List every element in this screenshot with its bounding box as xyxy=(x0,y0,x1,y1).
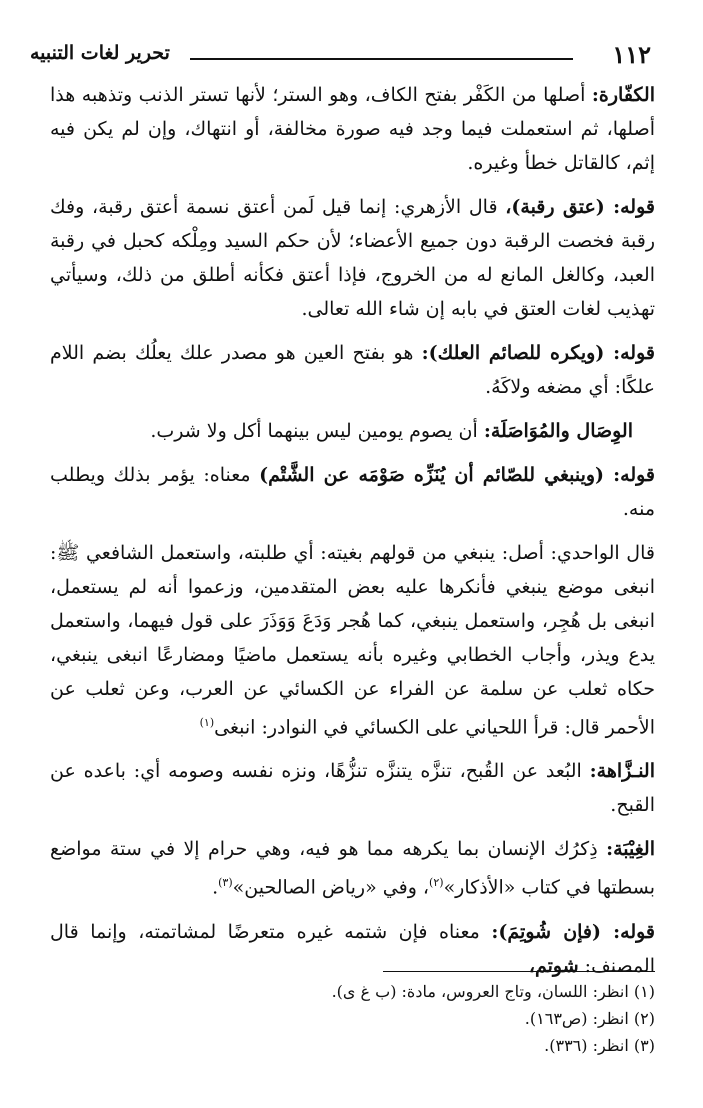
footnote-marker: (٣) xyxy=(218,876,233,890)
paragraph-text: البُعد عن القُبح، تنزَّه يتنزَّه تنزُّهًا، ونزه نفسه وصومه أي: باعده عن القبح. xyxy=(50,760,655,817)
footnote-marker: (١) xyxy=(199,716,215,729)
paragraph xyxy=(50,78,655,180)
paragraph xyxy=(50,190,655,326)
paragraph-term: قوله: (فإن شُوتِمَ): xyxy=(491,920,656,943)
paragraph-text: معناه فإن شتمه غيره متعرضًا لمشاتمته، وإنما قال المصنف: xyxy=(50,920,655,977)
paragraph-term: قوله: (ويكره للصائم العلك): xyxy=(421,342,655,364)
paragraph-term: قوله: (وينبغي للصّائم أن يُنَزِّه صَوْمَه عن الشَّتْم) xyxy=(259,464,656,486)
paragraph-term: النـزَّاهة: xyxy=(589,760,655,783)
paragraph-term: قوله: (عتق رقبة)، xyxy=(505,196,655,218)
paragraph-text: قال الواحدي: أصل: ينبغي من قولهم بغيته: أي طلبته، واستعمل الشافعي ﷺ: انبغى موضع ينبغي فأنكرها عليه بعض المتقدمين، وزعموا أنه لم يستعمل، انبغى بل هُجِر، واستعمل ينبغي، كما هُجر وَدَعَ وَوَذَرَ على قول فيهما، واستعمل يدع ويذر، وأجاب الخطابي وغيره بأنه يستعمل ماضيًا ومضارعًا انبغى ينبغي، حكاه ثعلب عن سلمة عن الفراء عن الكسائي عن العرب، وعن ثعلب عن الأحمر قال: قرأ اللحياني على الكسائي في النوادر: انبغى xyxy=(50,542,655,739)
paragraph-text: ذِكرُك الإنسان بما يكرهه مما هو فيه، وهي حرام إلا في ستة مواضع بسطتها في كتاب «الأذكار» xyxy=(50,838,655,899)
page-body xyxy=(50,78,655,993)
paragraph xyxy=(50,754,655,822)
footnote-separator xyxy=(383,971,655,972)
paragraph xyxy=(50,832,655,904)
paragraph xyxy=(50,336,655,404)
footnote: (٢) انظر: (ص١٦٣). xyxy=(524,1009,655,1028)
footnote-marker: (٢) xyxy=(429,876,444,890)
paragraph-text: هو بفتح العين هو مصدر علك يعلُك بضم اللام علكًا: أي مضغه ولاكَهُ. xyxy=(50,342,655,398)
header-rule xyxy=(190,58,573,60)
page-header xyxy=(30,40,651,70)
footnotes xyxy=(50,978,655,1059)
footnote: (١) انظر: اللسان، وتاج العروس، مادة: (ب غ ى). xyxy=(331,982,655,1001)
paragraph-term: الغِيْبَة: xyxy=(606,838,655,861)
paragraph-text: معناه: يؤمر بذلك ويطلب منه. xyxy=(50,464,655,520)
paragraph-term: شوتم، xyxy=(528,954,579,977)
paragraph-term: الكفّارة: xyxy=(591,84,655,106)
paragraph-text: قال الأزهري: إنما قيل لَمن أعتق نسمة أعتق رقبة، وفك رقبة فخصت الرقبة دون جميع الأعضاء؛ لأن حكم السيد ومِلْكه كحبل في رقبة العبد، وكالغل المانع له من الخروج، فإذا أعتق فكأنه أطلق من ذلك، وسيأتي تهذيب لغات العتق في بابه إن شاء الله تعالى. xyxy=(50,196,655,320)
paragraph-text: أصلها من الكَفْر بفتح الكاف، وهو الستر؛ لأنها تستر الذنب وتذهبه هذا أصلها، ثم استعملت فيما وجد فيه صورة مخالفة، أو انتهاك، وإن لم يكن فيه إثم، كالقاتل خطأ وغيره. xyxy=(50,84,655,174)
paragraph-term: الوِصَال والمُوَاصَلَة: xyxy=(483,420,633,442)
paragraph xyxy=(50,458,655,526)
paragraph-text: ، وفي «رياض الصالحين» xyxy=(232,876,430,899)
footnote: (٣) انظر: (٣٣٦). xyxy=(544,1036,655,1055)
running-title: تحرير لغات التنبيه xyxy=(30,42,170,64)
paragraph xyxy=(50,414,655,448)
page-number: ١١٢ xyxy=(612,40,651,69)
paragraph xyxy=(50,536,655,744)
paragraph xyxy=(50,915,655,983)
paragraph-text: . xyxy=(212,876,219,899)
paragraph-text: أن يصوم يومين ليس بينهما أكل ولا شرب. xyxy=(150,420,484,442)
